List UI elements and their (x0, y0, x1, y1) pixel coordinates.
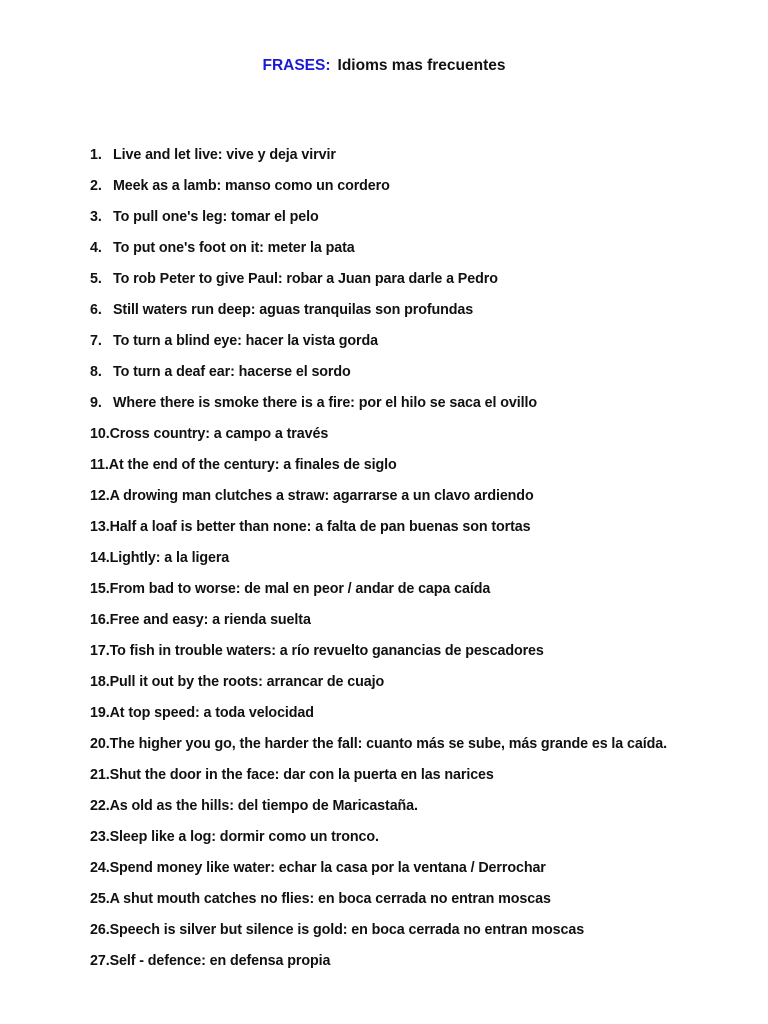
item-number: 16. (90, 612, 110, 628)
list-item (90, 238, 667, 269)
list-item (90, 734, 667, 765)
item-text: Still waters run deep: aguas tranquilas son profundas (113, 302, 474, 318)
idiom-list (90, 145, 667, 982)
item-number: 25. (90, 891, 110, 907)
item-number: 21. (90, 767, 110, 783)
list-item (90, 486, 667, 517)
list-item (90, 207, 667, 238)
item-text: At the end of the century: a finales de siglo (108, 457, 397, 473)
item-text: A drowing man clutches a straw: agarrarse a un clavo ardiendo (109, 488, 534, 504)
item-text: Spend money like water: echar la casa por la ventana / Derrochar (109, 860, 546, 876)
item-number: 14. (90, 550, 110, 566)
item-text: Shut the door in the face: dar con la puerta en las narices (109, 767, 494, 783)
list-item (90, 331, 667, 362)
list-item (90, 455, 667, 486)
title-label: FRASES: (262, 57, 331, 74)
title-text: Idioms mas frecuentes (337, 57, 506, 74)
item-text: To turn a blind eye: hacer la vista gorda (113, 333, 378, 349)
list-item (90, 951, 667, 982)
item-number: 23. (90, 829, 110, 845)
item-number: 2. (90, 178, 102, 194)
item-text: Meek as a lamb: manso como un cordero (113, 178, 390, 194)
item-text: Sleep like a log: dormir como un tronco. (109, 829, 379, 845)
item-number: 5. (90, 271, 102, 287)
item-number: 9. (90, 395, 102, 411)
item-number: 11. (90, 457, 109, 473)
item-number: 4. (90, 240, 102, 256)
item-number: 18. (90, 674, 110, 690)
item-number: 7. (90, 333, 102, 349)
item-number: 26. (90, 922, 110, 938)
item-number: 3. (90, 209, 102, 225)
list-item (90, 827, 667, 858)
list-item (90, 858, 667, 889)
list-item (90, 889, 667, 920)
list-item (90, 765, 667, 796)
item-text: To rob Peter to give Paul: robar a Juan para darle a Pedro (113, 271, 498, 287)
list-item (90, 796, 667, 827)
page-title (0, 57, 768, 75)
list-item (90, 517, 667, 548)
item-number: 1. (90, 147, 102, 163)
item-text: From bad to worse: de mal en peor / andar de capa caída (109, 581, 491, 597)
item-number: 19. (90, 705, 110, 721)
item-number: 17. (90, 643, 110, 659)
item-text: Self - defence: en defensa propia (109, 953, 331, 969)
item-text: Where there is smoke there is a fire: por el hilo se saca el ovillo (113, 395, 537, 411)
item-text: Lightly: a la ligera (109, 550, 230, 566)
item-text: Live and let live: vive y deja virvir (113, 147, 336, 163)
list-item (90, 424, 667, 455)
list-item (90, 920, 667, 951)
item-text: Cross country: a campo a través (109, 426, 329, 442)
item-number: 22. (90, 798, 110, 814)
list-item (90, 548, 667, 579)
item-text: To turn a deaf ear: hacerse el sordo (113, 364, 351, 380)
item-number: 13. (90, 519, 110, 535)
list-item (90, 610, 667, 641)
item-number: 12. (90, 488, 110, 504)
item-text: The higher you go, the harder the fall: cuanto más se sube, más grande es la caída. (109, 736, 667, 752)
item-number: 27. (90, 953, 110, 969)
list-item (90, 641, 667, 672)
item-number: 10. (90, 426, 110, 442)
item-text: A shut mouth catches no flies: en boca cerrada no entran moscas (109, 891, 551, 907)
list-item (90, 579, 667, 610)
item-text: To fish in trouble waters: a río revuelto ganancias de pescadores (109, 643, 544, 659)
item-text: Speech is silver but silence is gold: en boca cerrada no entran moscas (109, 922, 585, 938)
item-text: Pull it out by the roots: arrancar de cuajo (109, 674, 385, 690)
list-item (90, 300, 667, 331)
list-item (90, 145, 667, 176)
item-number: 6. (90, 302, 102, 318)
list-item (90, 393, 667, 424)
list-item (90, 362, 667, 393)
list-item (90, 672, 667, 703)
list-item (90, 703, 667, 734)
list-item (90, 269, 667, 300)
item-number: 15. (90, 581, 110, 597)
item-text: Free and easy: a rienda suelta (109, 612, 311, 628)
item-text: To put one's foot on it: meter la pata (113, 240, 355, 256)
item-text: At top speed: a toda velocidad (109, 705, 314, 721)
item-number: 8. (90, 364, 102, 380)
item-text: To pull one's leg: tomar el pelo (113, 209, 319, 225)
item-text: As old as the hills: del tiempo de Maricastaña. (109, 798, 418, 814)
item-number: 24. (90, 860, 110, 876)
list-item (90, 176, 667, 207)
item-number: 20. (90, 736, 110, 752)
item-text: Half a loaf is better than none: a falta de pan buenas son tortas (109, 519, 531, 535)
